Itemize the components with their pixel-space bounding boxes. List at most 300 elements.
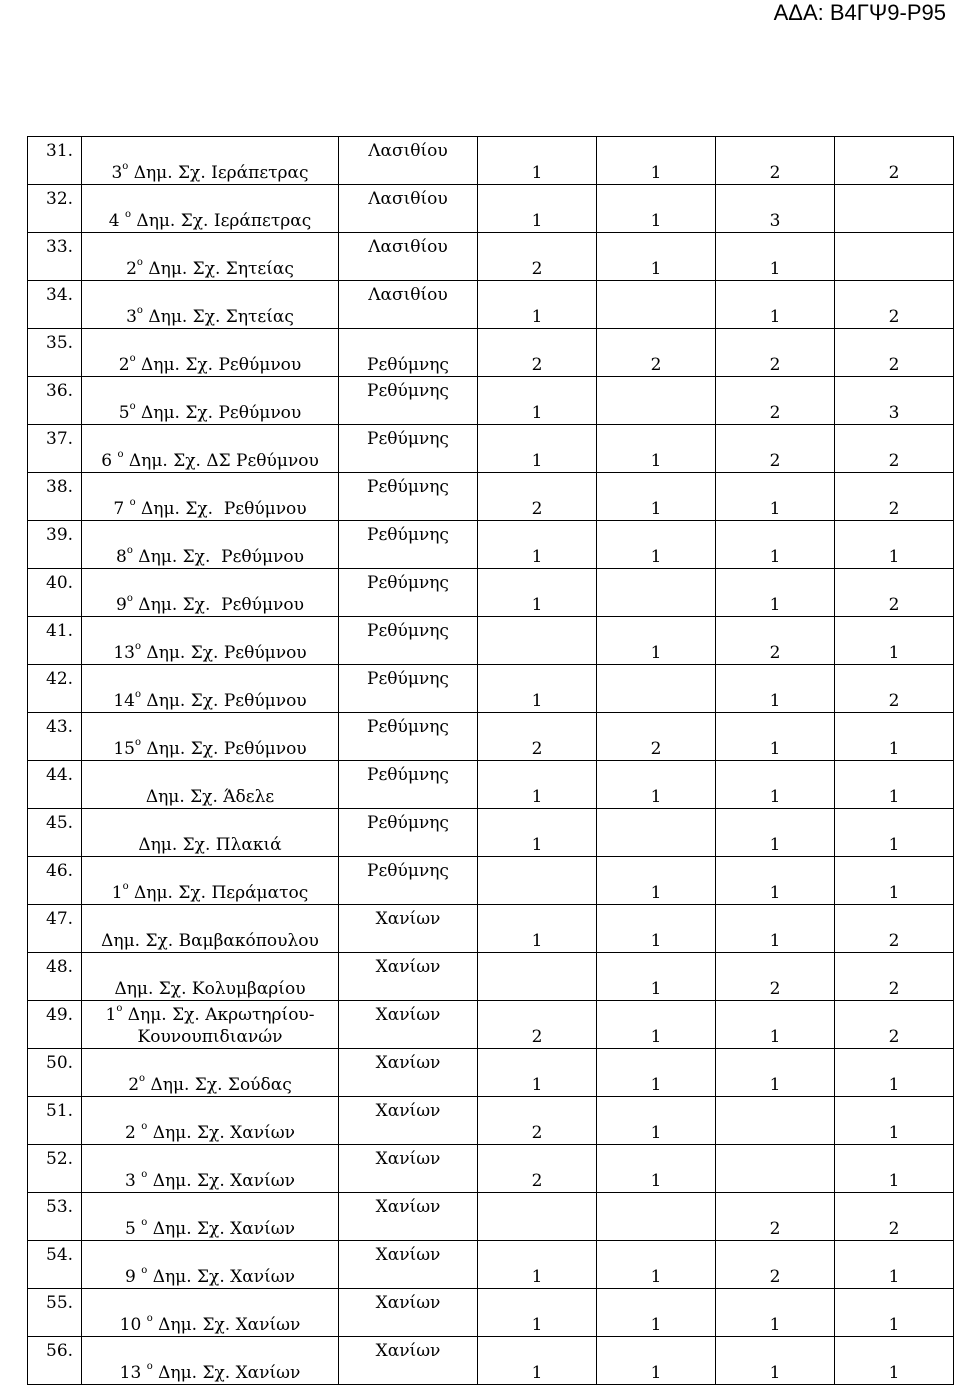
cell-value: 2 — [888, 1027, 900, 1047]
row-number: 41. — [46, 621, 74, 641]
cell-value: 2 — [769, 163, 781, 183]
cell-value: 1 — [531, 787, 543, 807]
prefecture-cell — [339, 857, 478, 905]
value-cell — [716, 857, 835, 905]
row-number: 50. — [46, 1053, 74, 1073]
row-number-cell — [28, 1097, 82, 1145]
cell-value: 2 — [888, 451, 900, 471]
value-cell — [835, 281, 954, 329]
value-cell — [835, 377, 954, 425]
row-number: 51. — [46, 1101, 74, 1121]
cell-value: 2 — [531, 1171, 543, 1191]
value-cell — [478, 761, 597, 809]
cell-value: 2 — [888, 595, 900, 615]
cell-value: 1 — [650, 643, 662, 663]
cell-value: 1 — [888, 1315, 900, 1335]
cell-value: 1 — [769, 787, 781, 807]
cell-value: 1 — [531, 931, 543, 951]
value-cell — [716, 473, 835, 521]
value-cell — [597, 185, 716, 233]
cell-value: 1 — [650, 931, 662, 951]
cell-value: 1 — [531, 691, 543, 711]
school-name: 3 $^o$ Δημ. Σχ. Χανίων — [125, 1169, 295, 1191]
school-name-cell — [82, 137, 339, 185]
cell-value: 1 — [650, 1315, 662, 1335]
school-name: 2 $^o$ Δημ. Σχ. Χανίων — [125, 1121, 295, 1143]
school-name: 9 $^o$ Δημ. Σχ. Χανίων — [125, 1265, 295, 1287]
value-cell — [478, 809, 597, 857]
value-cell — [478, 1241, 597, 1289]
prefecture-cell — [339, 1145, 478, 1193]
cell-value: 1 — [531, 595, 543, 615]
cell-value: 1 — [650, 1267, 662, 1287]
value-cell — [716, 809, 835, 857]
row-number-cell — [28, 665, 82, 713]
cell-value: 2 — [888, 691, 900, 711]
school-name: $1^o$ Δημ. Σχ. Ακρωτηρίου- Κουνουπιδιανών — [105, 1003, 315, 1047]
value-cell — [835, 953, 954, 1001]
value-cell — [478, 377, 597, 425]
value-cell — [478, 1337, 597, 1385]
prefecture-cell — [339, 665, 478, 713]
value-cell — [835, 1001, 954, 1049]
cell-value: 2 — [769, 979, 781, 999]
school-name: 13 $^o$ Δημ. Σχ. Χανίων — [119, 1361, 301, 1383]
value-cell — [716, 905, 835, 953]
school-name-cell — [82, 617, 339, 665]
cell-value: 1 — [650, 1363, 662, 1383]
value-cell — [835, 1289, 954, 1337]
value-cell — [597, 233, 716, 281]
table-row — [28, 521, 954, 569]
prefecture-cell — [339, 1001, 478, 1049]
row-number: 53. — [46, 1197, 74, 1217]
value-cell — [716, 1097, 835, 1145]
cell-value: 1 — [769, 835, 781, 855]
value-cell — [835, 1049, 954, 1097]
value-cell — [478, 1289, 597, 1337]
cell-value: 1 — [650, 1123, 662, 1143]
row-number: 42. — [46, 669, 74, 689]
prefecture-name: Ρεθύμνης — [367, 525, 449, 545]
row-number: 33. — [46, 237, 74, 257]
cell-value — [478, 953, 596, 978]
value-cell — [835, 185, 954, 233]
cell-value: 2 — [769, 643, 781, 663]
table-row — [28, 665, 954, 713]
row-number: 37. — [46, 429, 74, 449]
cell-value: 3 — [769, 211, 781, 231]
row-number: 38. — [46, 477, 74, 497]
table-row — [28, 569, 954, 617]
value-cell — [835, 761, 954, 809]
school-name-cell — [82, 1193, 339, 1241]
table-row — [28, 1001, 954, 1049]
value-cell — [835, 665, 954, 713]
cell-value: 2 — [769, 403, 781, 423]
value-cell — [478, 281, 597, 329]
cell-value: 1 — [650, 979, 662, 999]
cell-value: 1 — [769, 691, 781, 711]
value-cell — [716, 569, 835, 617]
row-number: 45. — [46, 813, 74, 833]
value-cell — [597, 329, 716, 377]
school-name-cell — [82, 1145, 339, 1193]
row-number-cell — [28, 905, 82, 953]
cell-value: 1 — [888, 1171, 900, 1191]
ada-code: ΑΔΑ: Β4ΓΨ9-Ρ95 — [773, 0, 946, 25]
prefecture-name: Ρεθύμνης — [367, 477, 449, 497]
school-name-cell — [82, 761, 339, 809]
school-name-cell — [82, 1337, 339, 1385]
cell-value — [835, 185, 953, 210]
cell-value: 2 — [531, 259, 543, 279]
cell-value: 2 — [531, 499, 543, 519]
school-name: $15^o$ Δημ. Σχ. Ρεθύμνου — [113, 737, 307, 759]
value-cell — [478, 953, 597, 1001]
school-name-cell — [82, 1097, 339, 1145]
cell-value: 2 — [888, 979, 900, 999]
row-number: 47. — [46, 909, 74, 929]
prefecture-cell — [339, 953, 478, 1001]
prefecture-name: Ρεθύμνης — [367, 717, 449, 737]
cell-value — [835, 233, 953, 258]
value-cell — [597, 617, 716, 665]
prefecture-name: Ρεθύμνης — [367, 381, 449, 401]
prefecture-cell — [339, 329, 478, 377]
row-number-cell — [28, 185, 82, 233]
row-number-cell — [28, 617, 82, 665]
cell-value: 2 — [650, 739, 662, 759]
prefecture-name: Χανίων — [375, 1005, 441, 1025]
school-name: Δημ. Σχ. Πλακιά — [138, 835, 282, 855]
row-number-cell — [28, 137, 82, 185]
row-number-cell — [28, 1241, 82, 1289]
school-name: $2^o$ Δημ. Σχ. Σητείας — [126, 257, 294, 279]
cell-value: 1 — [650, 163, 662, 183]
cell-value: 2 — [888, 355, 900, 375]
cell-value: 1 — [531, 403, 543, 423]
value-cell — [597, 713, 716, 761]
value-cell — [716, 1049, 835, 1097]
value-cell — [597, 761, 716, 809]
school-name-cell — [82, 857, 339, 905]
value-cell — [597, 137, 716, 185]
row-number: 49. — [46, 1005, 74, 1025]
cell-value: 1 — [769, 499, 781, 519]
cell-value: 2 — [531, 1027, 543, 1047]
cell-value: 2 — [888, 931, 900, 951]
row-number-cell — [28, 281, 82, 329]
prefecture-cell — [339, 617, 478, 665]
value-cell — [835, 1337, 954, 1385]
school-name-cell — [82, 569, 339, 617]
prefecture-name: Χανίων — [375, 1197, 441, 1217]
value-cell — [716, 233, 835, 281]
school-name-cell — [82, 329, 339, 377]
table-row — [28, 617, 954, 665]
value-cell — [716, 425, 835, 473]
row-number-cell — [28, 329, 82, 377]
row-number-cell — [28, 713, 82, 761]
prefecture-cell — [339, 425, 478, 473]
value-cell — [597, 665, 716, 713]
value-cell — [478, 569, 597, 617]
row-number: 40. — [46, 573, 74, 593]
prefecture-name: Λασιθίου — [368, 141, 448, 161]
school-name: Δημ. Σχ. Κολυμβαρίου — [114, 979, 306, 999]
prefecture-cell — [339, 473, 478, 521]
value-cell — [478, 137, 597, 185]
row-number: 52. — [46, 1149, 74, 1169]
cell-value: 1 — [531, 1267, 543, 1287]
table-row — [28, 1289, 954, 1337]
cell-value: 2 — [650, 355, 662, 375]
value-cell — [478, 1049, 597, 1097]
value-cell — [597, 1097, 716, 1145]
school-name-cell — [82, 1241, 339, 1289]
prefecture-cell — [339, 1337, 478, 1385]
prefecture-cell — [339, 377, 478, 425]
cell-value: 1 — [888, 1363, 900, 1383]
cell-value: 1 — [531, 211, 543, 231]
cell-value: 2 — [888, 163, 900, 183]
table-row — [28, 425, 954, 473]
row-number-cell — [28, 857, 82, 905]
value-cell — [835, 809, 954, 857]
value-cell — [716, 1337, 835, 1385]
row-number: 55. — [46, 1293, 74, 1313]
cell-value: 1 — [769, 307, 781, 327]
prefecture-name: Χανίων — [375, 957, 441, 977]
value-cell — [835, 1193, 954, 1241]
row-number-cell — [28, 233, 82, 281]
cell-value: 1 — [650, 787, 662, 807]
row-number-cell — [28, 1001, 82, 1049]
school-name: 10 $^o$ Δημ. Σχ. Χανίων — [119, 1313, 301, 1335]
prefecture-name: Χανίων — [375, 1053, 441, 1073]
cell-value: 1 — [650, 499, 662, 519]
cell-value: 2 — [888, 307, 900, 327]
cell-value: 2 — [888, 499, 900, 519]
value-cell — [478, 473, 597, 521]
table-row — [28, 953, 954, 1001]
table-row — [28, 1193, 954, 1241]
value-cell — [597, 377, 716, 425]
table-row — [28, 185, 954, 233]
prefecture-name: Ρεθύμνης — [367, 429, 449, 449]
value-cell — [478, 185, 597, 233]
cell-value: 2 — [769, 355, 781, 375]
value-cell — [478, 665, 597, 713]
school-name-cell — [82, 953, 339, 1001]
school-name: 4 $^o$ Δημ. Σχ. Ιεράπετρας — [108, 209, 312, 231]
value-cell — [835, 1145, 954, 1193]
cell-value: 1 — [531, 835, 543, 855]
prefecture-name: Ρεθύμνης — [367, 861, 449, 881]
cell-value: 1 — [769, 547, 781, 567]
row-number: 32. — [46, 189, 74, 209]
row-number: 35. — [46, 333, 74, 353]
cell-value: 2 — [531, 739, 543, 759]
cell-value: 1 — [650, 883, 662, 903]
prefecture-cell — [339, 281, 478, 329]
prefecture-name: Χανίων — [375, 1149, 441, 1169]
value-cell — [716, 713, 835, 761]
table-row — [28, 809, 954, 857]
row-number-cell — [28, 809, 82, 857]
row-number: 44. — [46, 765, 74, 785]
value-cell — [478, 1097, 597, 1145]
prefecture-cell — [339, 761, 478, 809]
row-number-cell — [28, 1337, 82, 1385]
value-cell — [716, 137, 835, 185]
value-cell — [716, 1193, 835, 1241]
row-number-cell — [28, 521, 82, 569]
cell-value: 1 — [888, 1267, 900, 1287]
value-cell — [716, 665, 835, 713]
cell-value — [478, 617, 596, 642]
prefecture-cell — [339, 569, 478, 617]
school-name-cell — [82, 521, 339, 569]
school-name-cell — [82, 665, 339, 713]
cell-value — [597, 281, 715, 306]
school-name: 6 $^o$ Δημ. Σχ. ΔΣ Ρεθύμνου — [101, 449, 319, 471]
value-cell — [716, 377, 835, 425]
row-number-cell — [28, 953, 82, 1001]
cell-value: 1 — [650, 211, 662, 231]
cell-value: 1 — [769, 739, 781, 759]
schools-table-body — [28, 137, 954, 1385]
cell-value — [478, 1193, 596, 1218]
school-name: $3^o$ Δημ. Σχ. Σητείας — [126, 305, 294, 327]
cell-value: 1 — [888, 835, 900, 855]
value-cell — [835, 1097, 954, 1145]
school-name-cell — [82, 233, 339, 281]
row-number: 54. — [46, 1245, 74, 1265]
school-name-cell — [82, 713, 339, 761]
table-row — [28, 905, 954, 953]
cell-value: 1 — [888, 1075, 900, 1095]
table-row — [28, 329, 954, 377]
school-name-cell — [82, 809, 339, 857]
cell-value: 3 — [888, 403, 900, 423]
prefecture-cell — [339, 1289, 478, 1337]
value-cell — [597, 281, 716, 329]
school-name: $8^o$ Δημ. Σχ. Ρεθύμνου — [116, 545, 304, 567]
row-number: 43. — [46, 717, 74, 737]
prefecture-cell — [339, 233, 478, 281]
school-name: $3^o$ Δημ. Σχ. Ιεράπετρας — [111, 161, 309, 183]
value-cell — [597, 1193, 716, 1241]
value-cell — [835, 521, 954, 569]
value-cell — [716, 1289, 835, 1337]
school-name-cell — [82, 377, 339, 425]
cell-value: 1 — [650, 1075, 662, 1095]
table-row — [28, 473, 954, 521]
value-cell — [597, 1145, 716, 1193]
cell-value: 2 — [888, 1219, 900, 1239]
prefecture-cell — [339, 1241, 478, 1289]
row-number-cell — [28, 425, 82, 473]
cell-value: 1 — [888, 787, 900, 807]
table-row — [28, 137, 954, 185]
school-name-cell — [82, 1001, 339, 1049]
value-cell — [716, 761, 835, 809]
value-cell — [716, 1241, 835, 1289]
school-name-cell — [82, 185, 339, 233]
value-cell — [478, 1145, 597, 1193]
cell-value: 2 — [531, 1123, 543, 1143]
prefecture-cell — [339, 521, 478, 569]
table-row — [28, 1049, 954, 1097]
prefecture-name: Χανίων — [375, 1293, 441, 1313]
cell-value: 1 — [888, 739, 900, 759]
school-name: Δημ. Σχ. Άδελε — [145, 787, 275, 807]
school-name: $9^o$ Δημ. Σχ. Ρεθύμνου — [116, 593, 304, 615]
value-cell — [597, 1337, 716, 1385]
prefecture-name: Χανίων — [375, 1245, 441, 1265]
school-name: $2^o$ Δημ. Σχ. Ρεθύμνου — [118, 353, 302, 375]
prefecture-cell — [339, 185, 478, 233]
cell-value: 1 — [888, 1123, 900, 1143]
prefecture-cell — [339, 809, 478, 857]
prefecture-name: Χανίων — [375, 1341, 441, 1361]
cell-value — [716, 1145, 834, 1170]
value-cell — [478, 1001, 597, 1049]
schools-table — [27, 136, 954, 1385]
cell-value: 1 — [769, 1027, 781, 1047]
value-cell — [716, 1145, 835, 1193]
value-cell — [597, 953, 716, 1001]
row-number-cell — [28, 1145, 82, 1193]
prefecture-name: Λασιθίου — [368, 189, 448, 209]
row-number: 56. — [46, 1341, 74, 1361]
value-cell — [597, 1241, 716, 1289]
value-cell — [716, 617, 835, 665]
school-name: $5^o$ Δημ. Σχ. Ρεθύμνου — [118, 401, 302, 423]
value-cell — [835, 713, 954, 761]
cell-value — [597, 569, 715, 594]
prefecture-cell — [339, 905, 478, 953]
prefecture-name: Ρεθύμνης — [367, 621, 449, 641]
prefecture-name: Ρεθύμνης — [367, 765, 449, 785]
value-cell — [716, 521, 835, 569]
value-cell — [716, 281, 835, 329]
cell-value — [478, 857, 596, 882]
school-name-cell — [82, 905, 339, 953]
table-row — [28, 761, 954, 809]
school-name-cell — [82, 473, 339, 521]
cell-value: 1 — [769, 259, 781, 279]
value-cell — [835, 1241, 954, 1289]
cell-value: 1 — [650, 547, 662, 567]
school-name: $2^o$ Δημ. Σχ. Σούδας — [128, 1073, 292, 1095]
cell-value — [597, 665, 715, 690]
value-cell — [835, 425, 954, 473]
value-cell — [835, 329, 954, 377]
cell-value: 1 — [531, 307, 543, 327]
value-cell — [716, 953, 835, 1001]
cell-value: 2 — [531, 355, 543, 375]
cell-value: 1 — [650, 451, 662, 471]
prefecture-name: Χανίων — [375, 1101, 441, 1121]
value-cell — [835, 233, 954, 281]
value-cell — [597, 809, 716, 857]
value-cell — [835, 569, 954, 617]
cell-value: 1 — [769, 1315, 781, 1335]
value-cell — [478, 329, 597, 377]
